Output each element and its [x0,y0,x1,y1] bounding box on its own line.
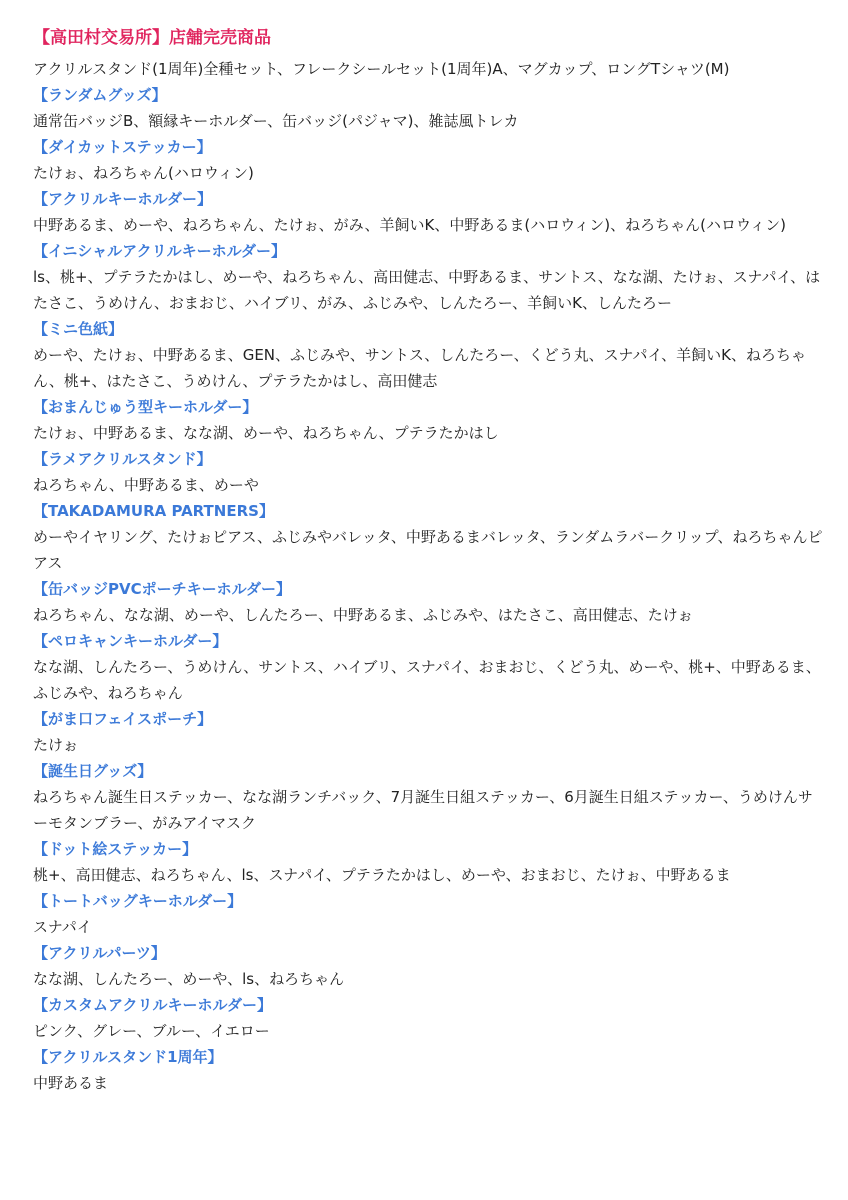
document-page [33,24,823,1096]
section-heading: 【カスタムアクリルキーホルダー】 [33,996,272,1014]
section-takadamura-partners [33,498,823,576]
section-birthday-goods [33,758,823,836]
section-heading: 【トートバッグキーホルダー】 [33,892,243,910]
section-heading: 【ドット絵ステッカー】 [33,840,198,858]
section-items: めーや、たけぉ、中野あるま、GEN、ふじみや、サントス、しんたろー、くどう丸、スナパイ、羊飼いK、ねろちゃん、桃+、はたさこ、うめけん、プテラたかはし、高田健志 [33,346,806,390]
section-heading: 【がま口フェイスポーチ】 [33,710,213,728]
section-custom-acrylic-keyholder [33,992,823,1044]
section-manju-keyholder [33,394,823,446]
section-heading: 【ランダムグッズ】 [33,86,167,104]
section-items: なな湖、しんたろー、うめけん、サントス、ハイブリ、スナパイ、おまおじ、くどう丸、めーや、桃+、中野あるま、ふじみや、ねろちゃん [33,658,821,702]
section-pixel-sticker [33,836,823,888]
section-heading: 【TAKADAMURA PARTNERS】 [33,502,274,520]
section-heading: 【イニシャルアクリルキーホルダー】 [33,242,287,260]
section-heading: 【ペロキャンキーホルダー】 [33,632,228,650]
section-items: ねろちゃん、なな湖、めーや、しんたろー、中野あるま、ふじみや、はたさこ、高田健志、たけぉ [33,606,693,624]
section-heading: 【アクリルキーホルダー】 [33,190,212,208]
section-items: 中野あるま、めーや、ねろちゃん、たけぉ、がみ、羊飼いK、中野あるま(ハロウィン)、ねろちゃん(ハロウィン) [33,216,786,234]
section-items: 通常缶バッジB、額縁キーホルダー、缶バッジ(パジャマ)、雑誌風トレカ [33,112,519,130]
section-initial-acrylic-keyholder [33,238,823,316]
section-glitter-acrylic-stand [33,446,823,498]
section-heading: 【ラメアクリルスタンド】 [33,450,212,468]
section-items: めーやイヤリング、たけぉピアス、ふじみやバレッタ、中野あるまバレッタ、ランダムラバークリップ、ねろちゃんピアス [33,528,823,572]
section-heading: 【アクリルスタンド1周年】 [33,1048,223,1066]
section-face-pouch [33,706,823,758]
section-heading: 【アクリルパーツ】 [33,944,166,962]
section-heading: 【ミニ色紙】 [33,320,124,338]
section-items: たけぉ、ねろちゃん(ハロウィン) [33,164,254,182]
section-items: ねろちゃん、中野あるま、めーや [33,476,259,494]
section-acrylic-parts [33,940,823,992]
section-heading: 【缶バッジPVCポーチキーホルダー】 [33,580,292,598]
section-items: ねろちゃん誕生日ステッカー、なな湖ランチバック、7月誕生日組ステッカー、6月誕生日組ステッカー、うめけんサーモタンブラー、がみアイマスク [33,788,813,832]
section-acrylic-keyholder [33,186,823,238]
section-heading: 【誕生日グッズ】 [33,762,153,780]
section-items: たけぉ、中野あるま、なな湖、めーや、ねろちゃん、プテラたかはし [33,424,499,442]
section-lollipop-keyholder [33,628,823,706]
section-items: 中野あるま [33,1074,109,1092]
section-heading: 【ダイカットステッカー】 [33,138,212,156]
section-items: ls、桃+、プテラたかはし、めーや、ねろちゃん、高田健志、中野あるま、サントス、なな湖、たけぉ、スナパイ、はたさこ、うめけん、おまおじ、ハイブリ、がみ、ふじみや、しんたろー、羊飼いK、しんたろー [33,268,821,312]
section-tote-keyholder [33,888,823,940]
section-heading: 【おまんじゅう型キーホルダー】 [33,398,258,416]
section-items: たけぉ [33,736,79,754]
section-items: スナパイ [33,918,92,936]
section-items: なな湖、しんたろー、めーや、ls、ねろちゃん [33,970,345,988]
section-acrylic-stand-anniversary [33,1044,823,1096]
page-title: 【高田村交易所】店舗完売商品 [33,28,271,48]
section-mini-shikishi [33,316,823,394]
section-items: ピンク、グレー、ブルー、イエロー [33,1022,270,1040]
section-items: 桃+、高田健志、ねろちゃん、ls、スナパイ、プテラたかはし、めーや、おまおじ、たけぉ、中野あるま [33,866,731,884]
section-diecut-sticker [33,134,823,186]
intro-text: アクリルスタンド(1周年)全種セット、フレークシールセット(1周年)A、マグカップ、ロングTシャツ(M) [33,60,730,78]
section-badge-pvc-pouch [33,576,823,628]
section-random-goods [33,82,823,134]
